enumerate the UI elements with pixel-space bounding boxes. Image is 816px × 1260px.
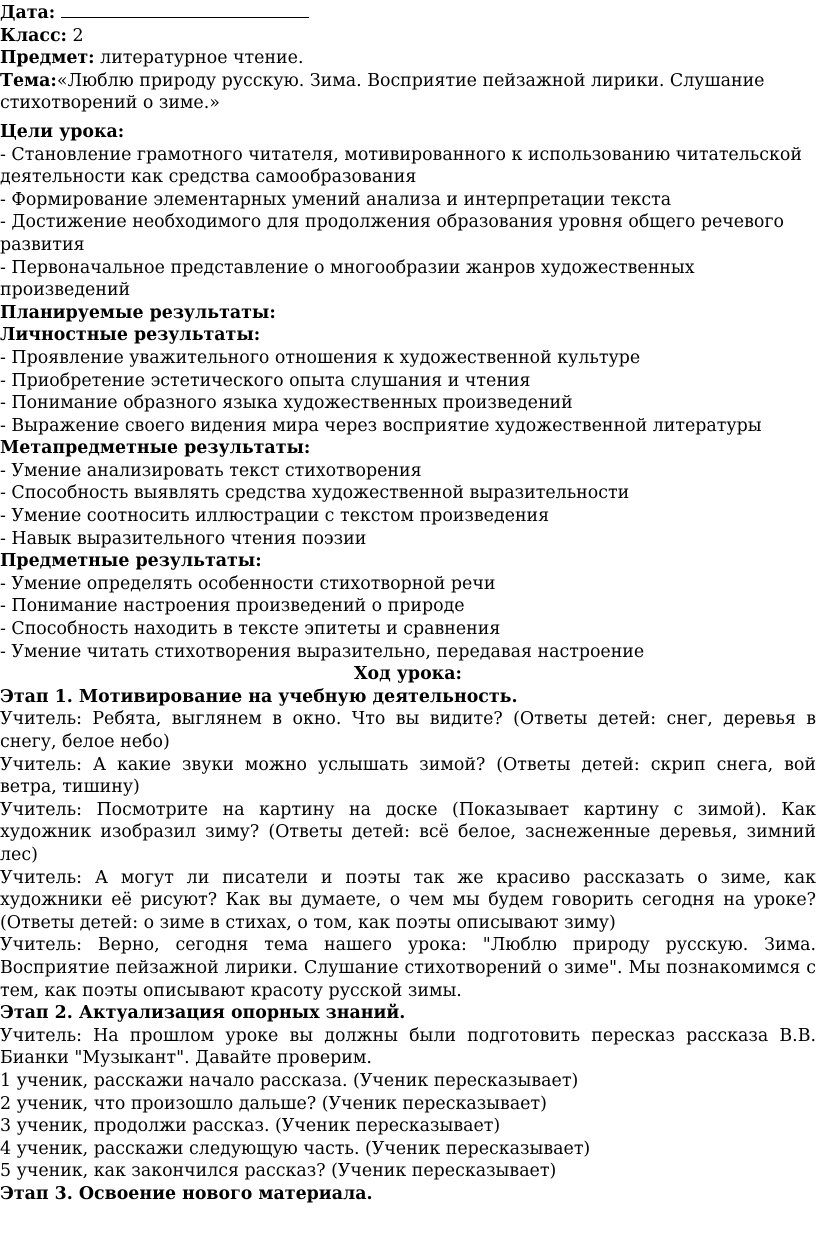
date-label: Дата:: [0, 3, 56, 23]
subject-results-heading: Предметные результаты:: [0, 551, 262, 572]
goal-item: - Достижение необходимого для продолжения образования уровня общего речевого развития: [0, 212, 784, 255]
stage1-paragraph: Учитель: А могут ли писатели и поэты так же красиво рассказать о зиме, как художники её рисуют? Как вы думаете, о чем мы будем говорить сегодня на уроке? (Ответы детей: о зиме в стихах, о том, как поэты описывают зиму): [0, 867, 816, 933]
topic-label: Тема:: [0, 70, 57, 91]
subject-result-item: - Умение читать стихотворения выразительно, передавая настроение: [0, 641, 645, 662]
personal-result-item: - Приобретение эстетического опыта слушания и чтения: [0, 370, 531, 391]
class-label: Класс:: [0, 25, 67, 46]
stage2-paragraph: 1 ученик, расскажи начало рассказа. (Ученик пересказывает): [0, 1070, 579, 1091]
stage1-paragraph: Учитель: Посмотрите на картину на доске (Показывает картину с зимой). Как художник изобразил зиму? (Ответы детей: всё белое, заснеженные деревья, зимний лес): [0, 799, 816, 865]
personal-result-item: - Выражение своего видения мира через восприятие художественной литературы: [0, 415, 762, 436]
goal-item: - Формирование элементарных умений анализа и интерпретации текста: [0, 189, 672, 210]
stage1-paragraph: Учитель: Ребята, выглянем в окно. Что вы видите? (Ответы детей: снег, деревья в снегу, белое небо): [0, 709, 816, 752]
subject-label: Предмет:: [0, 48, 95, 69]
class-value: 2: [72, 25, 84, 46]
stage1-paragraph: Учитель: А какие звуки можно услышать зимой? (Ответы детей: скрип снега, вой ветра, тишину): [0, 754, 816, 798]
goal-item: - Первоначальное представление о многообразии жанров художественных произведений: [0, 257, 695, 301]
date-row: [0, 1, 816, 25]
personal-result-item: - Понимание образного языка художественных произведений: [0, 393, 573, 414]
personal-results-heading: Личностные результаты:: [0, 325, 261, 346]
personal-result-item: - Проявление уважительного отношения к художественной культуре: [0, 347, 641, 368]
stage2-paragraph: Учитель: На прошлом уроке вы должны были подготовить пересказ рассказа В.В. Бианки "Музыкант". Давайте проверим.: [0, 1025, 816, 1069]
stage2-heading: Этап 2. Актуализация опорных знаний.: [0, 1003, 406, 1024]
meta-result-item: - Способность выявлять средства художественной выразительности: [0, 483, 630, 504]
meta-result-item: - Умение соотносить иллюстрации с текстом произведения: [0, 506, 550, 527]
date-blank-line: [61, 1, 309, 18]
goal-item: - Становление грамотного читателя, мотивированного к использованию читательской деятельности как средства самообразования: [0, 144, 802, 188]
goals-heading: Цели урока:: [0, 121, 125, 142]
stage1-paragraph: Учитель: Верно, сегодня тема нашего урока: "Люблю природу русскую. Зима. Восприятие пейзажной лирики. Слушание стихотворений о зиме". Мы познакомимся с тем, как поэты описывают красоту русской зимы.: [0, 935, 816, 1001]
topic-value: «Люблю природу русскую. Зима. Восприятие пейзажной лирики. Слушание стихотворений о зиме.»: [0, 70, 765, 114]
meta-result-item: - Умение анализировать текст стихотворения: [0, 460, 422, 481]
subject-result-item: - Понимание настроения произведений о природе: [0, 596, 465, 617]
meta-results-heading: Метапредметные результаты:: [0, 438, 311, 459]
results-heading: Планируемые результаты:: [0, 302, 276, 323]
topic-row: [0, 70, 816, 115]
lesson-heading: Ход урока:: [354, 664, 462, 685]
stage1-heading: Этап 1. Мотивирование на учебную деятельность.: [0, 686, 518, 707]
stage2-paragraph: 3 ученик, продолжи рассказ. (Ученик пересказывает): [0, 1116, 501, 1137]
class-row: [0, 25, 816, 48]
stage2-paragraph: 2 ученик, что произошло дальше? (Ученик пересказывает): [0, 1093, 547, 1114]
subject-result-item: - Способность находить в тексте эпитеты и сравнения: [0, 619, 501, 640]
subject-row: [0, 47, 816, 70]
meta-result-item: - Навык выразительного чтения поэзии: [0, 528, 367, 549]
stage3-heading: Этап 3. Освоение нового материала.: [0, 1183, 373, 1204]
subject-result-item: - Умение определять особенности стихотворной речи: [0, 573, 496, 594]
stage2-paragraph: 5 ученик, как закончился рассказ? (Ученик пересказывает): [0, 1161, 557, 1182]
subject-value: литературное чтение.: [100, 48, 304, 69]
stage2-paragraph: 4 ученик, расскажи следующую часть. (Ученик пересказывает): [0, 1138, 591, 1159]
